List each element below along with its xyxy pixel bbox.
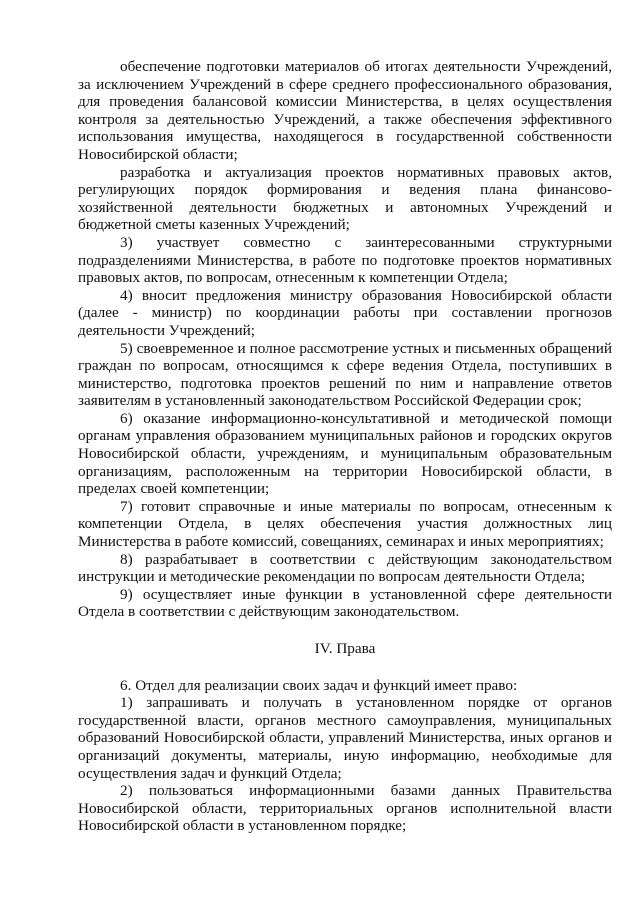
paragraph-item-6: 6) оказание информационно-консультативной и методической помощи органам управления образованием муниципальных районов и городских округов Новосибирской области, учреждениям, и муниципальным образовательным организациям, расположенным на территории Новосибирской области, в пределах своей компетенции; [78,409,612,498]
paragraph-normative-acts-development: разработка и актуализация проектов нормативных правовых актов, регулирующих порядок формирования и ведения плана финансово-хозяйственной деятельности бюджетных и автономных Учреждений и бюджетной сметы казенных Учреждений; [78,163,612,234]
paragraph-item-4: 4) вносит предложения министру образования Новосибирской области (далее - министр) по координации работы при составлении прогнозов деятельности Учреждений; [78,286,612,339]
paragraph-materials-preparation: обеспечение подготовки материалов об итогах деятельности Учреждений, за исключением Учреждений в сфере среднего профессионального образования, для проведения балансовой комиссии Министерства, в целях осуществления контроля за деятельностью Учреждений, а также обеспечения эффективного использования имущества, находящегося в государственной собственности Новосибирской области; [78,58,612,163]
section-heading: IV. Права [314,640,376,657]
paragraph-item-9: 9) осуществляет иные функции в установленной сфере деятельности Отдела в соответствии с действующим законодательством. [78,585,612,621]
paragraph-right-2: 2) пользоваться информационными базами данных Правительства Новосибирской области, территориальных органов исполнительной власти Новосибирской области в установленном порядке; [78,782,612,835]
paragraph-item-3: 3) участвует совместно с заинтересованными структурными подразделениями Министерства, в работе по подготовке проектов нормативных правовых актов, по вопросам, отнесенным к компетенции Отдела; [78,233,612,287]
paragraph-rights-intro: 6. Отдел для реализации своих задач и функций имеет право: [120,676,518,694]
paragraph-item-8: 8) разрабатывает в соответствии с действующим законодательством инструкции и методические рекомендации по вопросам деятельности Отдела; [78,550,612,586]
paragraph-item-5: 5) своевременное и полное рассмотрение устных и письменных обращений граждан по вопросам, относящимся к сфере ведения Отдела, поступивших в министерство, подготовка проектов решений по ним и направление ответов заявителям в установленный законодательством Российской Федерации срок; [78,339,612,410]
paragraph-right-1: 1) запрашивать и получать в установленном порядке от органов государственной власти, органов местного самоуправления, муниципальных образований Новосибирской области, управлений Министерства, иных органов и организаций документы, материалы, иную информацию, необходимые для осуществления задач и функций Отдела; [78,694,612,782]
paragraph-item-7: 7) готовит справочные и иные материалы по вопросам, отнесенным к компетенции Отдела, в целях обеспечения участия должностных лиц Министерства в работе комиссий, совещаниях, семинарах и иных мероприятиях; [78,497,612,551]
